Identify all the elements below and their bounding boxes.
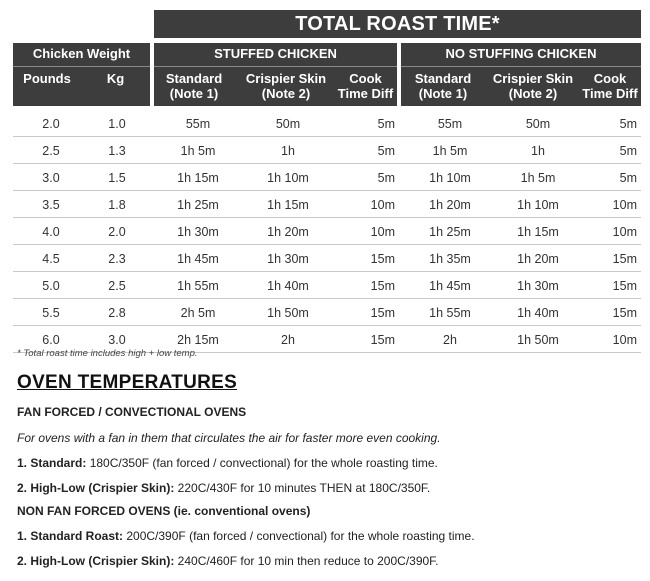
nonfan-standard-item	[17, 529, 475, 543]
stuffed-crispier-cell: 1h 30m	[267, 252, 309, 266]
stuffed-standard-cell: 1h 30m	[177, 225, 219, 239]
pounds-cell: 2.5	[42, 144, 60, 158]
table-row	[13, 191, 641, 218]
stuffed-diff-cell: 10m	[370, 198, 395, 212]
stuffed-diff-cell: 15m	[370, 333, 395, 347]
table-row	[13, 110, 641, 137]
col-stuffed-standard: Standard (Note 1)	[165, 71, 223, 101]
stuffed-diff-cell: 15m	[370, 252, 395, 266]
nostuffing-standard-cell: 1h 55m	[429, 306, 471, 320]
stuffed-crispier-cell: 2h	[281, 333, 295, 347]
header-divider	[401, 66, 641, 67]
oven-temperatures-heading: OVEN TEMPERATURES	[17, 372, 238, 393]
stuffed-crispier-cell: 1h 10m	[267, 171, 309, 185]
nostuffing-crispier-cell: 1h	[531, 144, 545, 158]
table-row	[13, 218, 641, 245]
table-row	[13, 299, 641, 326]
stuffed-standard-cell: 1h 45m	[177, 252, 219, 266]
stuffed-diff-cell: 15m	[370, 306, 395, 320]
stuffed-group-label: STUFFED CHICKEN	[214, 46, 337, 61]
weight-group-label: Chicken Weight	[32, 46, 131, 61]
nostuffing-standard-cell: 1h 35m	[429, 252, 471, 266]
item-text: 180C/350F (fan forced / convectional) for the whole roasting time.	[86, 456, 438, 470]
nostuffing-standard-cell: 1h 45m	[429, 279, 471, 293]
stuffed-crispier-cell: 1h 40m	[267, 279, 309, 293]
kg-cell: 1.0	[108, 117, 126, 131]
item-label: 1. Standard:	[17, 456, 87, 470]
nostuffing-standard-cell: 2h	[443, 333, 457, 347]
table-row	[13, 137, 641, 164]
kg-cell: 1.8	[108, 198, 126, 212]
nostuffing-standard-cell: 55m	[437, 117, 463, 131]
table-title: TOTAL ROAST TIME*	[154, 10, 641, 38]
pounds-cell: 5.5	[42, 306, 60, 320]
pounds-cell: 4.5	[42, 252, 60, 266]
nostuffing-crispier-cell: 1h 50m	[517, 333, 559, 347]
col-stuffed-crispier: Crispier Skin (Note 2)	[245, 71, 327, 101]
col-kg: Kg	[106, 71, 125, 86]
stuffed-standard-cell: 2h 5m	[180, 306, 216, 320]
col-nostuffing-standard: Standard (Note 1)	[414, 71, 472, 101]
nostuffing-diff-cell: 10m	[612, 333, 637, 347]
kg-cell: 2.5	[108, 279, 126, 293]
fan-highlow-item	[17, 481, 430, 495]
item-text: 200C/390F (fan forced / convectional) for the whole roasting time.	[123, 529, 475, 543]
stuffed-standard-cell: 1h 15m	[177, 171, 219, 185]
kg-cell: 2.0	[108, 225, 126, 239]
nostuffing-crispier-cell: 1h 10m	[517, 198, 559, 212]
fan-standard-item	[17, 456, 438, 470]
nostuffing-diff-cell: 5m	[619, 144, 637, 158]
nostuffing-crispier-cell: 1h 30m	[517, 279, 559, 293]
col-stuffed-diff: Cook Time Diff	[337, 71, 394, 101]
fan-forced-description: For ovens with a fan in them that circulates the air for faster more even cooking.	[17, 431, 441, 445]
nostuffing-crispier-cell: 1h 40m	[517, 306, 559, 320]
kg-cell: 2.8	[108, 306, 126, 320]
nonfan-highlow-item	[17, 554, 439, 568]
stuffed-crispier-cell: 1h	[281, 144, 295, 158]
stuffed-crispier-cell: 1h 15m	[267, 198, 309, 212]
nostuffing-standard-cell: 1h 25m	[429, 225, 471, 239]
fan-forced-heading: FAN FORCED / CONVECTIONAL OVENS	[17, 405, 247, 419]
stuffed-standard-cell: 55m	[185, 117, 211, 131]
stuffed-crispier-cell: 50m	[275, 117, 301, 131]
nostuffing-group-label: NO STUFFING CHICKEN	[445, 46, 597, 61]
item-text: 240C/460F for 10 min then reduce to 200C/390F.	[174, 554, 439, 568]
stuffed-crispier-cell: 1h 50m	[267, 306, 309, 320]
stuffed-diff-cell: 10m	[370, 225, 395, 239]
pounds-cell: 4.0	[42, 225, 60, 239]
item-label: 2. High-Low (Crispier Skin):	[17, 481, 175, 495]
nostuffing-header	[401, 43, 641, 106]
pounds-cell: 6.0	[42, 333, 60, 347]
nostuffing-diff-cell: 5m	[619, 117, 637, 131]
nostuffing-standard-cell: 1h 5m	[432, 144, 468, 158]
pounds-cell: 2.0	[42, 117, 60, 131]
item-label: 2. High-Low (Crispier Skin):	[17, 554, 175, 568]
col-nostuffing-crispier: Crispier Skin (Note 2)	[492, 71, 574, 101]
pounds-cell: 3.5	[42, 198, 60, 212]
nostuffing-diff-cell: 10m	[612, 225, 637, 239]
stuffed-standard-cell: 1h 25m	[177, 198, 219, 212]
stuffed-crispier-cell: 1h 20m	[267, 225, 309, 239]
col-nostuffing-diff: Cook Time Diff	[582, 71, 638, 101]
nostuffing-diff-cell: 15m	[612, 279, 637, 293]
nostuffing-standard-cell: 1h 20m	[429, 198, 471, 212]
kg-cell: 3.0	[108, 333, 126, 347]
header-divider	[154, 66, 397, 67]
nostuffing-crispier-cell: 1h 20m	[517, 252, 559, 266]
table-row	[13, 272, 641, 299]
col-pounds: Pounds	[23, 71, 71, 86]
item-text: 220C/430F for 10 minutes THEN at 180C/350F.	[174, 481, 431, 495]
table-row	[13, 164, 641, 191]
stuffed-diff-cell: 15m	[370, 279, 395, 293]
stuffed-standard-cell: 1h 5m	[180, 144, 216, 158]
table-row	[13, 245, 641, 272]
header-divider	[13, 66, 150, 67]
nostuffing-diff-cell: 15m	[612, 252, 637, 266]
kg-cell: 2.3	[108, 252, 126, 266]
nostuffing-crispier-cell: 1h 15m	[517, 225, 559, 239]
nostuffing-diff-cell: 5m	[619, 171, 637, 185]
stuffed-diff-cell: 5m	[377, 171, 395, 185]
stuffed-diff-cell: 5m	[377, 144, 395, 158]
kg-cell: 1.3	[108, 144, 126, 158]
footnote: * Total roast time includes high + low temp.	[17, 348, 198, 359]
pounds-cell: 3.0	[42, 171, 60, 185]
nostuffing-standard-cell: 1h 10m	[429, 171, 471, 185]
stuffed-standard-cell: 1h 55m	[177, 279, 219, 293]
nostuffing-crispier-cell: 1h 5m	[520, 171, 556, 185]
weight-header	[13, 43, 150, 106]
kg-cell: 1.5	[108, 171, 126, 185]
nostuffing-diff-cell: 10m	[612, 198, 637, 212]
nostuffing-crispier-cell: 50m	[525, 117, 551, 131]
item-label: 1. Standard Roast:	[17, 529, 124, 543]
nostuffing-diff-cell: 15m	[612, 306, 637, 320]
stuffed-standard-cell: 2h 15m	[177, 333, 219, 347]
stuffed-header	[154, 43, 397, 106]
pounds-cell: 5.0	[42, 279, 60, 293]
stuffed-diff-cell: 5m	[377, 117, 395, 131]
non-fan-forced-heading: NON FAN FORCED OVENS (ie. conventional ovens)	[17, 504, 311, 518]
